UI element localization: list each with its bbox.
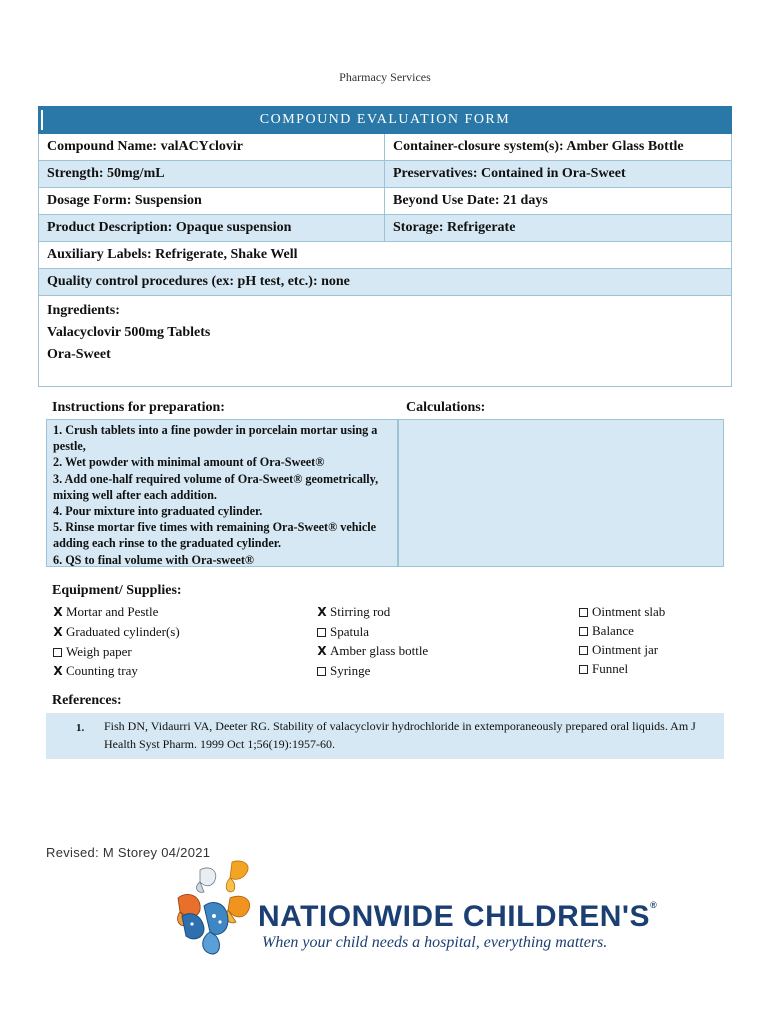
storage-field: Storage: Refrigerate [385, 215, 732, 242]
check-x-icon: X [53, 625, 63, 639]
product-description-field: Product Description: Opaque suspension [39, 215, 385, 242]
equipment-column-3 [578, 602, 665, 678]
equipment-label: Spatula [330, 624, 369, 639]
equipment-item [316, 641, 428, 661]
compound-name-field: Compound Name: valACYclovir [39, 134, 385, 161]
equipment-item [316, 602, 428, 622]
instructions-box [46, 419, 398, 567]
calculations-heading: Calculations: [406, 400, 486, 415]
logo-wordmark [258, 900, 657, 934]
butterfly-logo-icon [170, 858, 258, 958]
equipment-label: Mortar and Pestle [66, 604, 159, 619]
dosage-form-field: Dosage Form: Suspension [39, 188, 385, 215]
form-title [39, 107, 732, 134]
equipment-item [316, 622, 428, 641]
preservatives-field: Preservatives: Contained in Ora-Sweet [385, 161, 732, 188]
check-x-icon: X [317, 644, 327, 658]
equipment-label: Graduated cylinder(s) [66, 624, 180, 639]
equipment-label: Ointment slab [592, 604, 666, 619]
beyond-use-date-field: Beyond Use Date: 21 days [385, 188, 732, 215]
equipment-label: Funnel [592, 661, 629, 676]
equipment-label: Ointment jar [592, 642, 659, 657]
strength-field: Strength: 50mg/mL [39, 161, 385, 188]
instructions-heading: Instructions for preparation: [52, 400, 225, 415]
check-x-icon: X [53, 664, 63, 678]
equipment-label: Weigh paper [66, 644, 132, 659]
empty-checkbox-icon [579, 608, 588, 617]
empty-checkbox-icon [317, 667, 326, 676]
equipment-item [316, 661, 428, 680]
equipment-label: Syringe [330, 663, 371, 678]
instruction-step: 4. Pour mixture into graduated cylinder. [53, 504, 263, 519]
empty-checkbox-icon [579, 627, 588, 636]
ingredients-field [39, 296, 732, 387]
ingredients-label: Ingredients: [47, 303, 120, 318]
instruction-step: 2. Wet powder with minimal amount of Ora-Sweet® [53, 455, 325, 470]
empty-checkbox-icon [317, 628, 326, 637]
check-x-icon: X [317, 605, 327, 619]
instruction-step: 6. QS to final volume with Ora-sweet® [53, 552, 255, 567]
form-title-text: COMPOUND EVALUATION FORM [259, 112, 511, 127]
department-header: Pharmacy Services [339, 70, 431, 84]
references-heading: References: [52, 693, 122, 708]
instruction-step: 1. Crush tablets into a fine powder in porcelain mortar using a pestle, [53, 423, 378, 454]
equipment-item [578, 659, 665, 678]
logo-name-text: NATIONWIDE CHILDREN'S [258, 900, 651, 933]
equipment-label: Counting tray [66, 663, 138, 678]
reference-text: Fish DN, Vidaurri VA, Deeter RG. Stability of valacyclovir hydrochloride in extemporaneously prepared oral liquids. Am J Health Syst Pharm. 1999 Oct 1;56(19):1957-60. [104, 719, 696, 751]
instruction-step: 3. Add one-half required volume of Ora-Sweet® geometrically, mixing well after each addition. [53, 471, 379, 502]
equipment-item [578, 621, 665, 640]
reference-number: 1. [76, 722, 85, 734]
auxiliary-labels-field: Auxiliary Labels: Refrigerate, Shake Well [39, 242, 732, 269]
ingredient-item: Valacyclovir 500mg Tablets [47, 325, 211, 340]
equipment-label: Amber glass bottle [330, 643, 429, 658]
equipment-item [52, 661, 180, 681]
revision-note: Revised: M Storey 04/2021 [46, 845, 211, 860]
registered-mark: ® [650, 900, 658, 910]
references-box [46, 713, 724, 759]
container-closure-field: Container-closure system(s): Amber Glass Bottle [385, 134, 732, 161]
equipment-label: Balance [592, 623, 634, 638]
ingredient-item: Ora-Sweet [47, 347, 111, 362]
logo-tagline: When your child needs a hospital, everything matters. [262, 934, 608, 951]
compound-form-table [38, 106, 732, 387]
equipment-item [578, 640, 665, 659]
instruction-step: 5. Rinse mortar five times with remaining Ora-Sweet® vehicle adding each rinse to the graduated cylinder. [53, 520, 377, 551]
quality-control-field: Quality control procedures (ex: pH test, etc.): none [39, 269, 732, 296]
equipment-column-2 [316, 602, 428, 680]
equipment-item [52, 602, 180, 622]
empty-checkbox-icon [53, 648, 62, 657]
equipment-label: Stirring rod [330, 604, 391, 619]
calculations-box [398, 419, 724, 567]
equipment-item [52, 642, 180, 661]
empty-checkbox-icon [579, 665, 588, 674]
check-x-icon: X [53, 605, 63, 619]
equipment-column-1 [52, 602, 180, 681]
title-marker [41, 110, 43, 130]
equipment-heading: Equipment/ Supplies: [52, 583, 182, 598]
empty-checkbox-icon [579, 646, 588, 655]
equipment-item [578, 602, 665, 621]
equipment-item [52, 622, 180, 642]
